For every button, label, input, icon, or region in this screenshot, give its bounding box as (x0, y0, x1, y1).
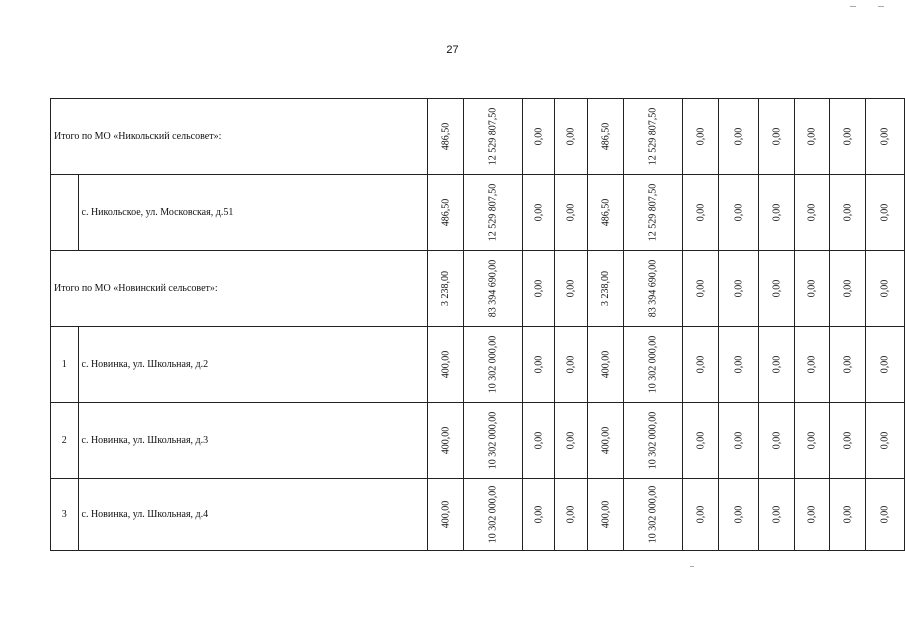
table-row (51, 479, 905, 551)
value-cell (624, 175, 683, 251)
value-cell (555, 327, 588, 403)
value-text: 0,00 (732, 355, 744, 374)
row-label: Итого по МО «Никольский сельсовет»: (51, 99, 428, 175)
value-cell (829, 175, 866, 251)
value-text: 3 238,00 (440, 271, 452, 306)
value-text: 0,00 (770, 127, 782, 146)
value-cell (428, 175, 464, 251)
value-text: 0,00 (533, 127, 545, 146)
value-text: 0,00 (565, 431, 577, 450)
value-text: 0,00 (806, 279, 818, 298)
scan-artifact (850, 6, 856, 7)
value-text: 0,00 (694, 431, 706, 450)
value-text: 400,00 (600, 350, 612, 379)
table-row (51, 327, 905, 403)
value-text: 400,00 (600, 426, 612, 455)
value-text: 0,00 (842, 127, 854, 146)
value-text: 0,00 (533, 355, 545, 374)
value-cell (866, 479, 905, 551)
value-cell (682, 99, 719, 175)
value-text: 0,00 (770, 505, 782, 524)
value-cell (758, 99, 795, 175)
value-text: 3 238,00 (600, 271, 612, 306)
value-text: 0,00 (694, 203, 706, 222)
value-text: 10 302 000,00 (487, 485, 499, 544)
value-text: 0,00 (732, 127, 744, 146)
row-label: Итого по МО «Новинский сельсовет»: (51, 251, 428, 327)
value-text: 0,00 (879, 127, 891, 146)
value-text: 0,00 (732, 279, 744, 298)
value-text: 0,00 (533, 279, 545, 298)
value-text: 0,00 (879, 505, 891, 524)
value-cell (829, 99, 866, 175)
value-cell (682, 327, 719, 403)
value-cell (428, 403, 464, 479)
value-text: 0,00 (732, 203, 744, 222)
value-text: 0,00 (806, 127, 818, 146)
value-text: 0,00 (806, 355, 818, 374)
value-cell (682, 479, 719, 551)
value-cell (829, 479, 866, 551)
value-text: 400,00 (440, 500, 452, 529)
value-cell (522, 175, 555, 251)
value-cell (829, 251, 866, 327)
value-cell (758, 327, 795, 403)
value-text: 10 302 000,00 (487, 335, 499, 394)
value-cell (719, 403, 759, 479)
value-cell (464, 403, 523, 479)
value-cell (588, 175, 624, 251)
value-cell (428, 479, 464, 551)
value-cell (588, 403, 624, 479)
value-cell (758, 479, 795, 551)
value-cell (624, 251, 683, 327)
value-cell (588, 479, 624, 551)
value-cell (795, 479, 830, 551)
row-index: 1 (51, 327, 79, 403)
value-text: 0,00 (533, 505, 545, 524)
value-cell (719, 327, 759, 403)
value-cell (719, 175, 759, 251)
value-text: 0,00 (694, 127, 706, 146)
value-cell (522, 327, 555, 403)
value-cell (624, 403, 683, 479)
value-text: 12 529 807,50 (487, 183, 499, 242)
value-text: 0,00 (732, 431, 744, 450)
row-index (51, 175, 79, 251)
row-label: с. Новинка, ул. Школьная, д.3 (78, 403, 428, 479)
value-cell (555, 403, 588, 479)
value-cell (795, 251, 830, 327)
value-text: 0,00 (533, 203, 545, 222)
value-cell (522, 99, 555, 175)
row-index: 3 (51, 479, 79, 551)
value-cell (719, 251, 759, 327)
value-cell (795, 99, 830, 175)
value-cell (866, 251, 905, 327)
value-cell (795, 175, 830, 251)
value-cell (428, 251, 464, 327)
value-text: 10 302 000,00 (647, 411, 659, 470)
value-text: 0,00 (879, 279, 891, 298)
data-table (50, 98, 905, 551)
value-cell (624, 327, 683, 403)
value-text: 400,00 (440, 426, 452, 455)
page-number: 27 (446, 44, 459, 56)
value-cell (624, 479, 683, 551)
value-text: 0,00 (565, 279, 577, 298)
value-cell (758, 403, 795, 479)
value-cell (829, 327, 866, 403)
value-text: 0,00 (694, 505, 706, 524)
value-text: 0,00 (842, 203, 854, 222)
value-cell (866, 99, 905, 175)
value-text: 0,00 (770, 431, 782, 450)
value-text: 486,50 (440, 122, 452, 151)
value-text: 0,00 (842, 505, 854, 524)
value-cell (522, 479, 555, 551)
value-cell (719, 99, 759, 175)
value-text: 0,00 (842, 355, 854, 374)
value-text: 0,00 (770, 355, 782, 374)
value-text: 0,00 (694, 355, 706, 374)
value-cell (555, 251, 588, 327)
value-text: 0,00 (565, 203, 577, 222)
value-cell (464, 175, 523, 251)
value-cell (428, 327, 464, 403)
value-cell (555, 479, 588, 551)
value-cell (428, 99, 464, 175)
value-text: 0,00 (879, 431, 891, 450)
table-total-row (51, 251, 905, 327)
value-cell (866, 175, 905, 251)
value-text: 0,00 (879, 203, 891, 222)
row-label: с. Новинка, ул. Школьная, д.2 (78, 327, 428, 403)
value-cell (588, 327, 624, 403)
value-text: 0,00 (565, 505, 577, 524)
value-cell (795, 327, 830, 403)
value-text: 0,00 (770, 203, 782, 222)
value-text: 486,50 (600, 122, 612, 151)
value-cell (682, 403, 719, 479)
value-text: 0,00 (842, 431, 854, 450)
value-cell (464, 99, 523, 175)
value-text: 0,00 (565, 127, 577, 146)
value-text: 0,00 (879, 355, 891, 374)
row-label: с. Никольское, ул. Московская, д.51 (78, 175, 428, 251)
value-cell (555, 175, 588, 251)
value-text: 0,00 (806, 203, 818, 222)
value-text: 0,00 (806, 505, 818, 524)
value-text: 0,00 (806, 431, 818, 450)
value-cell (682, 175, 719, 251)
value-text: 486,50 (440, 198, 452, 227)
value-cell (758, 175, 795, 251)
value-text: 10 302 000,00 (487, 411, 499, 470)
scan-artifact (878, 6, 884, 7)
table-row (51, 403, 905, 479)
value-cell (464, 479, 523, 551)
value-text: 12 529 807,50 (487, 107, 499, 166)
value-cell (758, 251, 795, 327)
value-text: 400,00 (440, 350, 452, 379)
value-text: 83 394 690,00 (487, 259, 499, 318)
value-cell (464, 251, 523, 327)
value-text: 0,00 (732, 505, 744, 524)
value-cell (719, 479, 759, 551)
value-text: 12 529 807,50 (647, 107, 659, 166)
value-cell (829, 403, 866, 479)
value-text: 0,00 (842, 279, 854, 298)
value-text: 0,00 (770, 279, 782, 298)
value-cell (624, 99, 683, 175)
value-text: 10 302 000,00 (647, 485, 659, 544)
value-cell (588, 99, 624, 175)
value-text: 12 529 807,50 (647, 183, 659, 242)
scan-artifact (690, 566, 694, 567)
value-cell (464, 327, 523, 403)
value-text: 0,00 (694, 279, 706, 298)
row-index: 2 (51, 403, 79, 479)
table-total-row (51, 99, 905, 175)
value-text: 83 394 690,00 (647, 259, 659, 318)
value-text: 400,00 (600, 500, 612, 529)
value-cell (555, 99, 588, 175)
value-cell (588, 251, 624, 327)
value-cell (866, 327, 905, 403)
value-cell (795, 403, 830, 479)
value-cell (682, 251, 719, 327)
value-cell (866, 403, 905, 479)
row-label: с. Новинка, ул. Школьная, д.4 (78, 479, 428, 551)
value-text: 10 302 000,00 (647, 335, 659, 394)
value-text: 0,00 (565, 355, 577, 374)
value-text: 0,00 (533, 431, 545, 450)
value-cell (522, 251, 555, 327)
value-cell (522, 403, 555, 479)
value-text: 486,50 (600, 198, 612, 227)
table-row (51, 175, 905, 251)
